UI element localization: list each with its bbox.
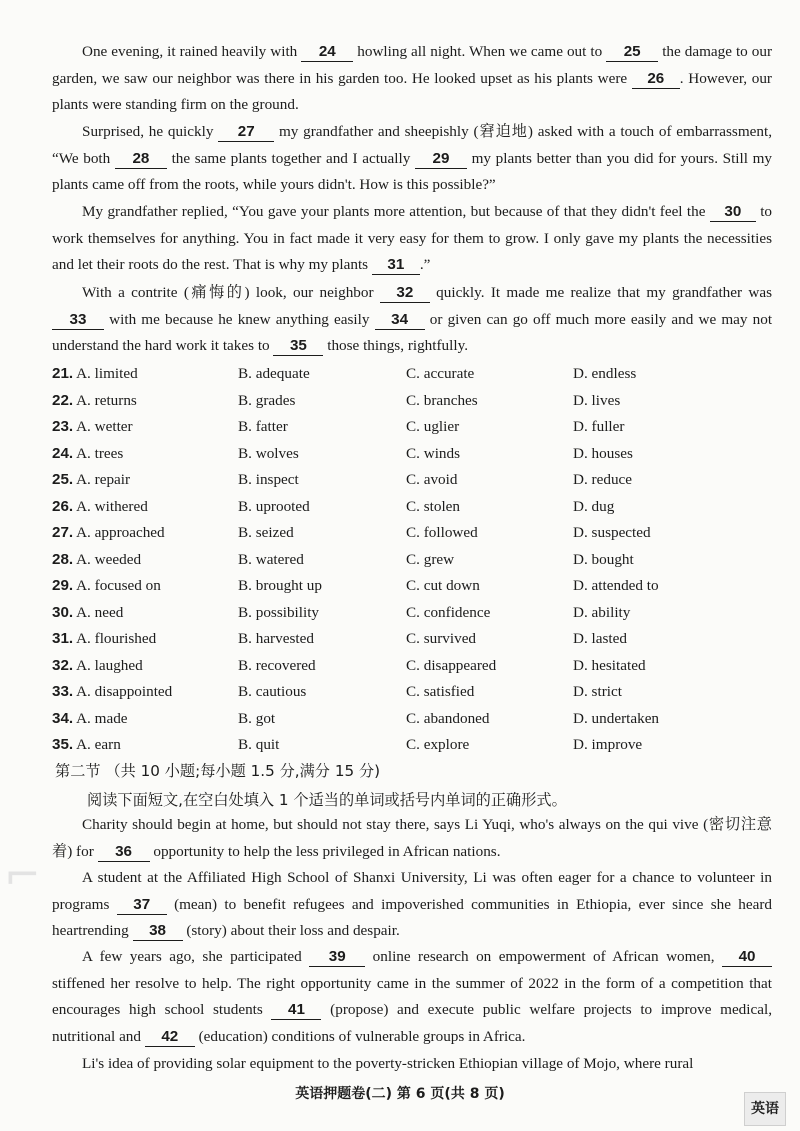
blank-25: 25 xyxy=(606,43,658,62)
option-d: D. bought xyxy=(573,550,634,568)
option-row-25 xyxy=(52,467,772,494)
option-c: C. accurate xyxy=(406,365,475,382)
option-c: C. abandoned xyxy=(406,709,490,727)
option-row-34 xyxy=(52,706,772,733)
option-a: A. made xyxy=(76,709,128,727)
option-d: D. hesitated xyxy=(573,656,646,674)
option-c: C. disappeared xyxy=(406,656,497,674)
option-b: B. inspect xyxy=(238,471,299,488)
question-number: 27. xyxy=(52,524,74,541)
option-a: A. laughed xyxy=(76,656,143,674)
option-b: B. recovered xyxy=(238,656,316,674)
blank-41: 41 xyxy=(271,1001,321,1020)
question-number: 28. xyxy=(52,550,74,568)
blank-42: 42 xyxy=(145,1028,195,1047)
blank-35: 35 xyxy=(273,337,323,356)
option-b: B. wolves xyxy=(238,444,299,462)
bleed-through-mark: ⌐ xyxy=(4,850,41,901)
blank-33: 33 xyxy=(52,311,104,330)
option-c: C. cut down xyxy=(406,577,480,594)
option-a: A. repair xyxy=(76,471,131,488)
question-number: 22. xyxy=(52,391,74,409)
option-row-33 xyxy=(52,679,772,706)
passage1-paragraph-3: My grandfather replied, “You gave your plants more attention, but because of that they didn't feel the 30 to work themselves for anything. You in fact made it very easy for them to grow. I only gave my plants the necessities and let their roots do the rest. That is why my plants 31 .” xyxy=(52,203,773,274)
option-b: B. uprooted xyxy=(238,497,310,515)
blank-29: 29 xyxy=(415,150,467,169)
option-row-24 xyxy=(52,441,772,468)
page-footer: 英语押题卷(二) 第 6 页(共 8 页) xyxy=(295,1086,505,1102)
option-a: A. approached xyxy=(76,524,165,541)
option-c: C. followed xyxy=(406,524,478,541)
passage1-paragraph-4: With a contrite (痛悔的) look, our neighbor 32 quickly. It made me realize that my grandfather was 33 with me because he knew anything easily 34 or given can go off much more easily and we may not understand the hard work it takes to 35 those things, rightfully. xyxy=(52,284,773,355)
option-a: A. flourished xyxy=(76,630,157,647)
passage1-paragraph-1: One evening, it rained heavily with 24 howling all night. When we came out to 25 the damage to our garden, we saw our neighbor was there in his garden too. He looked upset as his plants were 26 . However, our plants were standing firm on the ground. xyxy=(52,43,773,114)
option-b: B. cautious xyxy=(238,683,307,700)
option-d: D. endless xyxy=(573,365,637,382)
option-c: C. avoid xyxy=(406,471,458,488)
option-c: C. explore xyxy=(406,736,470,753)
option-a: A. limited xyxy=(76,365,138,382)
option-row-23 xyxy=(52,414,772,441)
question-number: 24. xyxy=(52,444,74,462)
option-a: A. earn xyxy=(76,736,121,753)
question-number: 35. xyxy=(52,736,74,753)
question-number: 23. xyxy=(52,418,74,435)
option-b: B. harvested xyxy=(238,630,314,647)
option-row-30 xyxy=(52,600,772,627)
option-d: D. suspected xyxy=(573,524,651,541)
passage2-paragraph-2: A student at the Affiliated High School of Shanxi University, Li was often eager for a chance to volunteer in programs 37 (mean) to benefit refugees and impoverished communities in Ethiopia, ever since she heard heartrending 38 (story) about their loss and despair. xyxy=(52,869,773,940)
option-c: C. satisfied xyxy=(406,683,475,700)
question-number: 21. xyxy=(52,365,74,382)
question-number: 33. xyxy=(52,683,74,700)
blank-32: 32 xyxy=(380,284,430,303)
option-d: D. improve xyxy=(573,736,643,753)
answer-options xyxy=(52,361,772,759)
option-row-26 xyxy=(52,494,772,521)
question-number: 25. xyxy=(52,471,74,488)
option-row-27 xyxy=(52,520,772,547)
blank-30: 30 xyxy=(710,203,756,222)
option-row-29 xyxy=(52,573,772,600)
option-b: B. seized xyxy=(238,524,294,541)
blank-27: 27 xyxy=(218,123,274,142)
option-b: B. quit xyxy=(238,736,280,753)
option-d: D. attended to xyxy=(573,577,659,594)
option-row-35 xyxy=(52,732,772,759)
option-row-28 xyxy=(52,547,772,574)
option-d: D. lasted xyxy=(573,630,627,647)
option-a: A. weeded xyxy=(76,550,142,568)
passage1-paragraph-2: Surprised, he quickly 27 my grandfather and sheepishly (窘迫地) asked with a touch of embarrassment, “We both 28 the same plants together and I actually 29 my plants better than you did for yours. Still my plants came off from the roots, while yours didn't. How is this possible?” xyxy=(52,123,773,194)
option-a: A. disappointed xyxy=(76,683,173,700)
blank-26: 26 xyxy=(632,70,680,89)
question-number: 29. xyxy=(52,577,74,594)
option-c: C. uglier xyxy=(406,418,460,435)
option-d: D. lives xyxy=(573,391,621,409)
option-a: A. need xyxy=(76,603,124,621)
option-b: B. watered xyxy=(238,550,304,568)
question-number: 30. xyxy=(52,603,74,621)
option-d: D. undertaken xyxy=(573,709,660,727)
option-c: C. winds xyxy=(406,444,461,462)
blank-39: 39 xyxy=(309,948,365,967)
option-c: C. branches xyxy=(406,391,478,409)
question-number: 26. xyxy=(52,497,74,515)
passage2-paragraph-4: Li's idea of providing solar equipment to the poverty-stricken Ethiopian village of Mojo, where rural xyxy=(82,1055,694,1072)
option-b: B. fatter xyxy=(238,418,288,435)
question-number: 31. xyxy=(52,630,74,647)
option-b: B. adequate xyxy=(238,365,310,382)
passage2-paragraph-3: A few years ago, she participated 39 online research on empowerment of African women, 40 stiffened her resolve to help. The right opportunity came in the summer of 2022 in the form of a competition that encourages high school students 41 (propose) and execute public welfare projects to improve medical, nutritional and 42 (education) conditions of vulnerable groups in Africa. xyxy=(52,948,772,1045)
option-d: D. reduce xyxy=(573,471,633,488)
blank-34: 34 xyxy=(375,311,425,330)
option-b: B. brought up xyxy=(238,577,322,594)
passage2-paragraph-1: Charity should begin at home, but should not stay there, says Li Yuqi, who's always on the qui vive (密切注意着) for 36 opportunity to help the less privileged in African nations. xyxy=(52,816,772,860)
blank-38: 38 xyxy=(133,922,183,941)
option-a: A. wetter xyxy=(76,418,133,435)
option-c: C. confidence xyxy=(406,603,491,621)
option-b: B. got xyxy=(238,709,276,727)
option-row-21 xyxy=(52,361,772,388)
option-b: B. possibility xyxy=(238,603,320,621)
blank-36: 36 xyxy=(98,843,150,862)
option-a: A. returns xyxy=(76,391,137,409)
blank-37: 37 xyxy=(117,896,167,915)
question-number: 34. xyxy=(52,709,74,727)
question-number: 32. xyxy=(52,656,74,674)
blank-31: 31 xyxy=(372,256,420,275)
option-a: A. withered xyxy=(76,497,148,515)
section-2-instruction: 阅读下面短文,在空白处填入 1 个适当的单词或括号内单词的正确形式。 xyxy=(87,791,567,809)
blank-28: 28 xyxy=(115,150,167,169)
option-c: C. stolen xyxy=(406,497,461,515)
option-a: A. focused on xyxy=(76,577,161,594)
option-row-32 xyxy=(52,653,772,680)
option-c: C. survived xyxy=(406,630,477,647)
option-d: D. dug xyxy=(573,497,615,515)
option-d: D. houses xyxy=(573,444,633,462)
option-c: C. grew xyxy=(406,550,455,568)
option-b: B. grades xyxy=(238,391,296,409)
option-a: A. trees xyxy=(76,444,124,462)
option-d: D. ability xyxy=(573,603,631,621)
option-row-31 xyxy=(52,626,772,653)
subject-tab: 英语 xyxy=(744,1092,786,1126)
option-row-22 xyxy=(52,388,772,415)
section-2-title: 第二节 （共 10 小题;每小题 1.5 分,满分 15 分) xyxy=(55,762,381,780)
blank-40: 40 xyxy=(722,948,772,967)
blank-24: 24 xyxy=(301,43,353,62)
option-d: D. strict xyxy=(573,683,622,700)
option-d: D. fuller xyxy=(573,418,625,435)
